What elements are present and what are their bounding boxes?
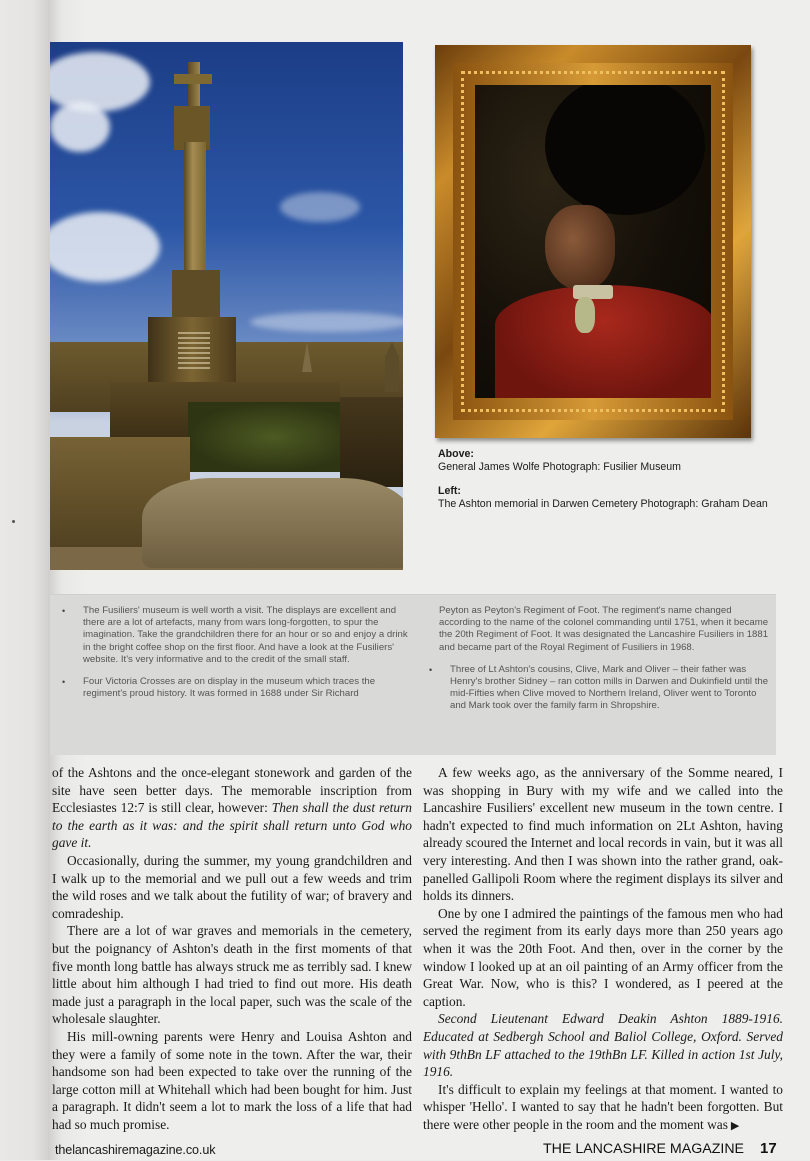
photo-cloud (50, 102, 110, 152)
article-paragraph: One by one I admired the paintings of the famous men who had served the regiment from its early days more than 250 years ago when it was the 20th Foot. And then, over in the corner by the window I looked up at an oil painting of an Army officer from the Great War. Now, who is this? I wondered, as I peered at the caption. (423, 905, 783, 1009)
ecclesiastes-quote: Then shall the dust return to the earth as it was: and the spirit shall return unto God who gave it. (52, 800, 412, 851)
caption-text: General James Wolfe Photograph: Fusilier Museum (438, 461, 681, 473)
article-paragraph (423, 1010, 783, 1080)
paragraph-text: It's difficult to explain my feelings at that moment. I wanted to whisper 'Hello'. I wanted to say that he hadn't been forgotten. But there were other people in the room and the moment was (423, 1081, 783, 1132)
caption-text: The Ashton memorial in Darwen Cemetery Photograph: Graham Dean (438, 498, 768, 510)
caption-label: Left: (438, 485, 461, 497)
wild-roses (188, 402, 358, 472)
stone-block (340, 397, 403, 487)
footer-magazine-title: THE LANCASHIRE MAGAZINE (543, 1141, 745, 1157)
continue-arrow-icon: ▶ (730, 1119, 740, 1132)
sidebar-item-text: Peyton as Peyton's Regiment of Foot. The regiment's name changed according to the name of the colonel commanding until 1751, when it became the 20th Regiment of Foot. It was designated the Lancashire Fusiliers in 1881 and became part of the Royal Regiment of Fusiliers in 1968. (439, 605, 769, 653)
page-number: 17 (760, 1140, 777, 1157)
bullet-icon: • (62, 677, 66, 688)
sidebar-item (427, 605, 769, 654)
photo-cloud (280, 192, 360, 222)
sidebar-column-2 (427, 605, 769, 723)
portrait-general-wolfe (475, 85, 711, 398)
memorial-base (172, 270, 220, 320)
binding-gutter (0, 0, 48, 1160)
footer-website: thelancashiremagazine.co.uk (55, 1143, 216, 1157)
sidebar-item-text: Three of Lt Ashton's cousins, Clive, Mark and Oliver – their father was Henry's brother Sidney – ran cotton mills in Darwen and Dukinfield until the mid-Fifties when Clive moved to Northern Ireland, Oliver went to Toronto and Mark took over the family farm in Shropshire. (450, 663, 769, 712)
print-speck (12, 520, 15, 523)
article-paragraph (52, 764, 412, 852)
article-column-left (52, 764, 412, 1133)
sidebar-item (427, 664, 769, 713)
sidebar-column-1 (60, 605, 416, 710)
caption-label: Above: (438, 448, 474, 460)
photo-cloud (250, 312, 403, 332)
portrait-hat (545, 85, 705, 215)
sidebar-item-text: Four Victoria Crosses are on display in the museum which traces the regiment's proud history. It was formed in 1688 under Sir Richard (83, 676, 376, 700)
portrait-cravat (575, 297, 595, 333)
bullet-icon: • (429, 664, 433, 675)
photo-captions (438, 448, 768, 522)
portrait-face (545, 205, 615, 290)
portrait-frame (435, 45, 751, 438)
facts-sidebar (50, 594, 776, 755)
caption-above (438, 448, 768, 474)
portrait-collar (573, 285, 613, 299)
caption-left (438, 485, 768, 511)
article-column-right (423, 764, 783, 1135)
memorial-inscription (178, 332, 210, 372)
article-paragraph: There are a lot of war graves and memorials in the cemetery, but the poignancy of Ashton's death in the first moments of that five month long battle has always struck me as terribly sad. I knew little about him although I had tried to find out more. His death made just a paragraph in the local paper, such was the scale of the wholesale slaughter. (52, 923, 412, 1027)
memorial-cross-arm (174, 74, 212, 84)
sidebar-item (60, 605, 416, 666)
portrait-red-coat (495, 285, 711, 398)
article-paragraph: Occasionally, during the summer, my young grandchildren and I walk up to the memorial and we pull out a few weeds and trim the wild roses and we talk about the futility of war; of bravery and comradeship. (52, 852, 412, 921)
sidebar-item-text: The Fusiliers' museum is well worth a visit. The displays are excellent and there are a lot of artefacts, many from wars long-forgotten, to spur the imagination. Take the grandchildren there for an hour or so and enjoy a drink in the bright coffee shop on the first floor. And have a look at the Fusiliers' website. It's very informative and to the credit of the small staff. (83, 605, 408, 665)
article-paragraph (423, 1081, 783, 1136)
article-paragraph: His mill-owning parents were Henry and Louisa Ashton and they were a family of some note in the town. After the war, their handsome son had been expected to take over the running of the large cotton mill at Whitehall which had been bought for him. Just a paragraph. It didn't seem a lot to mark the loss of a life that had had so much promise. (52, 1028, 412, 1132)
grave-slab (142, 478, 403, 568)
article-paragraph: A few weeks ago, as the anniversary of the Somme neared, I was shopping in Bury with my wife and we called into the Lancashire Fusiliers' excellent new museum in the town centre. I hadn't expected to find much information on 2Lt Ashton, having already scoured the Internet and local records in vain, but it was all very interesting. And then I was shown into the rather grand, oak-panelled Gallipoli Room where the regiment displays its silver and holds its dinners. (423, 765, 783, 904)
portrait-caption-quote: Second Lieutenant Edward Deakin Ashton 1889-1916. Educated at Sedbergh School and Baliol College, Oxford. Served with 9thBn LF attached to the 19thBn LF. Killed in action 1st July, 1916. (423, 1011, 783, 1080)
sidebar-item (60, 676, 416, 700)
bullet-icon: • (62, 606, 66, 616)
page-footer (0, 1139, 810, 1161)
paragraph-text: of the Ashtons and the once-elegant stonework and garden of the site have seen better days. The memorable inscription from Ecclesiastes 12:7 is still clear, however: (52, 765, 412, 816)
photo-ashton-memorial (50, 42, 403, 570)
